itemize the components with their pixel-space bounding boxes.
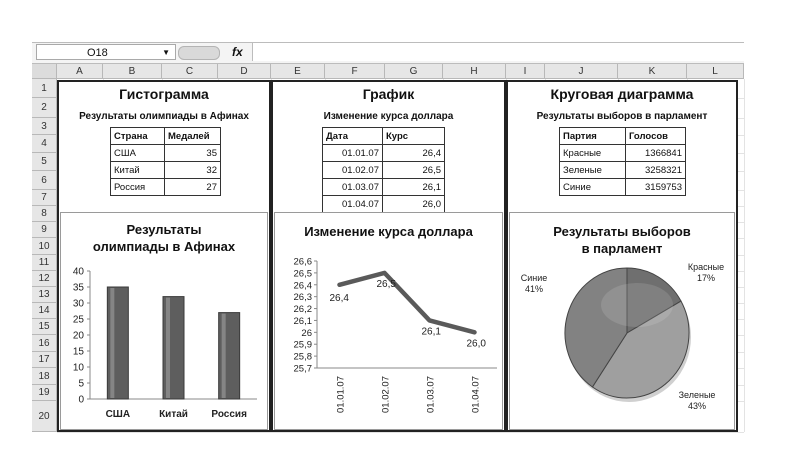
- table-header-row: [323, 128, 445, 145]
- bar-chart-title-line: Результаты: [126, 222, 202, 237]
- line-y-tick-label: 26,3: [293, 292, 312, 304]
- bar-chart-title-line: олимпиады в Афинах: [92, 239, 236, 254]
- pie-section-title: Круговая диаграмма: [550, 86, 694, 102]
- column-header-d[interactable]: D: [218, 64, 271, 79]
- graph-data-table: [322, 127, 445, 213]
- bar-chart[interactable]: [60, 212, 268, 430]
- line-y-tick-label: 25,8: [293, 351, 312, 363]
- graph-section-subtitle: Изменение курса доллара: [323, 111, 454, 122]
- bar-highlight: [166, 298, 170, 398]
- pie-chart-title-line: в парламент: [581, 241, 663, 256]
- pie-slice-label-name: Синие: [520, 273, 548, 283]
- line-chart-title: Изменение курса доллара: [304, 224, 473, 239]
- row-header-11[interactable]: 11: [32, 255, 57, 271]
- pie-gloss: [601, 283, 673, 327]
- table-row: [323, 162, 445, 179]
- table-header-row: [111, 128, 221, 145]
- line-chart[interactable]: [274, 212, 503, 430]
- bar-y-tick-label: 5: [78, 378, 84, 390]
- table-cell[interactable]: 01.02.07: [323, 162, 383, 179]
- row-header-1[interactable]: 1: [32, 79, 57, 98]
- column-header-f[interactable]: F: [325, 64, 385, 79]
- bar-y-tick-label: 30: [72, 298, 84, 310]
- column-header-j[interactable]: J: [545, 64, 618, 79]
- row-header-3[interactable]: 3: [32, 118, 57, 135]
- row-header-15[interactable]: 15: [32, 319, 57, 335]
- row-header-9[interactable]: 9: [32, 222, 57, 238]
- column-header-k[interactable]: K: [618, 64, 687, 79]
- line-data-label: 26,1: [421, 326, 441, 338]
- pie-slice-label-percent: 17%: [696, 273, 716, 283]
- table-header-cell[interactable]: Голосов: [626, 128, 686, 145]
- table-header-cell[interactable]: Партия: [560, 128, 626, 145]
- pie-slice-label-name: Зеленые: [678, 390, 716, 400]
- row-header-2[interactable]: 2: [32, 98, 57, 118]
- line-y-tick-label: 26,5: [293, 268, 312, 280]
- table-cell[interactable]: Зеленые: [560, 162, 626, 179]
- bar-y-tick-label: 35: [72, 282, 84, 294]
- graph-section-title: График: [362, 86, 415, 102]
- pie-slice-label-percent: 43%: [687, 401, 707, 411]
- bar-y-tick-label: 20: [72, 330, 84, 342]
- table-row: [323, 145, 445, 162]
- row-header-12[interactable]: 12: [32, 271, 57, 287]
- line-y-tick-label: 25,9: [293, 339, 312, 351]
- pie-section-subtitle: Результаты выборов в парламент: [536, 111, 708, 122]
- line-x-tick-label: 01.03.07: [425, 376, 437, 413]
- bar-chart-plot: [61, 213, 267, 429]
- pie-chart[interactable]: [509, 212, 735, 430]
- row-header-20[interactable]: 20: [32, 401, 57, 432]
- bar-highlight: [222, 314, 226, 398]
- column-header-c[interactable]: C: [162, 64, 218, 79]
- table-cell[interactable]: Синие: [560, 179, 626, 196]
- row-header-10[interactable]: 10: [32, 238, 57, 255]
- column-header-g[interactable]: G: [385, 64, 443, 79]
- line-y-tick-label: 26,6: [293, 256, 312, 268]
- table-cell[interactable]: 01.03.07: [323, 179, 383, 196]
- table-row: [323, 196, 445, 213]
- column-header-i[interactable]: I: [506, 64, 545, 79]
- bar-y-tick-label: 25: [72, 314, 84, 326]
- row-header-6[interactable]: 6: [32, 171, 57, 190]
- row-header-5[interactable]: 5: [32, 153, 57, 171]
- table-cell[interactable]: 27: [165, 179, 221, 196]
- bar-x-tick-label: Китай: [159, 409, 188, 420]
- table-cell[interactable]: 3159753: [626, 179, 686, 196]
- table-row: [560, 162, 686, 179]
- table-row: [323, 179, 445, 196]
- table-header-cell[interactable]: Курс: [383, 128, 445, 145]
- column-header-e[interactable]: E: [271, 64, 325, 79]
- bar-y-tick-label: 0: [78, 394, 84, 406]
- line-y-tick-label: 25,7: [293, 363, 312, 375]
- histogram-data-table: [110, 127, 221, 196]
- histogram-section: [57, 80, 271, 432]
- table-cell[interactable]: США: [111, 145, 165, 162]
- bar-x-tick-label: Россия: [211, 409, 247, 420]
- gridline-vertical: [744, 79, 745, 432]
- pie-data-table: [559, 127, 686, 196]
- column-header-a[interactable]: A: [57, 64, 103, 79]
- table-cell[interactable]: 01.04.07: [323, 196, 383, 213]
- table-row: [560, 145, 686, 162]
- row-header-18[interactable]: 18: [32, 368, 57, 385]
- table-cell[interactable]: 26,5: [383, 162, 445, 179]
- row-header-16[interactable]: 16: [32, 335, 57, 352]
- table-cell[interactable]: 1366841: [626, 145, 686, 162]
- graph-section: [271, 80, 506, 432]
- table-cell[interactable]: Россия: [111, 179, 165, 196]
- name-box[interactable]: [36, 44, 176, 60]
- fx-icon[interactable]: fx: [232, 45, 243, 59]
- pie-slice-label-name: Красные: [687, 262, 725, 272]
- row-header-4[interactable]: 4: [32, 135, 57, 153]
- table-row: [560, 179, 686, 196]
- line-y-tick-label: 26,2: [293, 304, 312, 316]
- select-all-corner[interactable]: [32, 64, 57, 79]
- table-cell[interactable]: 26,4: [383, 145, 445, 162]
- name-box-value: O18: [87, 47, 108, 59]
- pie-chart-title-line: Результаты выборов: [553, 224, 691, 239]
- line-y-tick-label: 26: [301, 327, 312, 339]
- histogram-section-title: Гистограмма: [119, 86, 209, 102]
- pie-slice-label-percent: 41%: [524, 284, 544, 294]
- line-x-tick-label: 01.01.07: [335, 376, 347, 413]
- table-cell[interactable]: 3258321: [626, 162, 686, 179]
- bar-x-tick-label: США: [105, 409, 131, 420]
- pie-section: [506, 80, 738, 432]
- table-header-cell[interactable]: Дата: [323, 128, 383, 145]
- line-chart-plot: [275, 213, 502, 429]
- row-header-7[interactable]: 7: [32, 190, 57, 206]
- pie-chart-plot: [510, 213, 734, 429]
- row-header-13[interactable]: 13: [32, 287, 57, 303]
- table-row: [111, 145, 221, 162]
- table-cell[interactable]: 26,0: [383, 196, 445, 213]
- bar-y-tick-label: 10: [72, 362, 84, 374]
- line-data-label: 26,5: [376, 278, 396, 290]
- gridline-horizontal: [57, 432, 744, 433]
- table-cell[interactable]: Красные: [560, 145, 626, 162]
- line-x-tick-label: 01.02.07: [380, 376, 392, 413]
- table-header-cell[interactable]: Медалей: [165, 128, 221, 145]
- line-x-tick-label: 01.04.07: [470, 376, 482, 413]
- column-header-h[interactable]: H: [443, 64, 506, 79]
- bar-y-tick-label: 40: [72, 266, 84, 278]
- line-series: [340, 273, 475, 332]
- line-data-label: 26,4: [329, 292, 349, 304]
- line-y-tick-label: 26,1: [293, 315, 312, 327]
- bar-highlight: [110, 288, 114, 398]
- row-header-17[interactable]: 17: [32, 352, 57, 368]
- table-cell[interactable]: 26,1: [383, 179, 445, 196]
- row-header-19[interactable]: 19: [32, 385, 57, 401]
- histogram-section-subtitle: Результаты олимпиады в Афинах: [79, 111, 249, 122]
- line-y-tick-label: 26,4: [293, 280, 312, 292]
- row-header-8[interactable]: 8: [32, 206, 57, 222]
- column-header-b[interactable]: B: [103, 64, 162, 79]
- chevron-down-icon[interactable]: ▼: [162, 48, 170, 57]
- formula-bar-splitter[interactable]: [178, 46, 220, 60]
- column-header-l[interactable]: L: [687, 64, 744, 79]
- table-cell[interactable]: 35: [165, 145, 221, 162]
- table-header-cell[interactable]: Страна: [111, 128, 165, 145]
- line-data-label: 26,0: [466, 338, 486, 350]
- table-cell[interactable]: 01.01.07: [323, 145, 383, 162]
- formula-input[interactable]: [252, 43, 745, 61]
- table-row: [111, 162, 221, 179]
- row-header-14[interactable]: 14: [32, 303, 57, 319]
- table-header-row: [560, 128, 686, 145]
- table-cell[interactable]: 32: [165, 162, 221, 179]
- table-cell[interactable]: Китай: [111, 162, 165, 179]
- table-row: [111, 179, 221, 196]
- bar-y-tick-label: 15: [72, 346, 84, 358]
